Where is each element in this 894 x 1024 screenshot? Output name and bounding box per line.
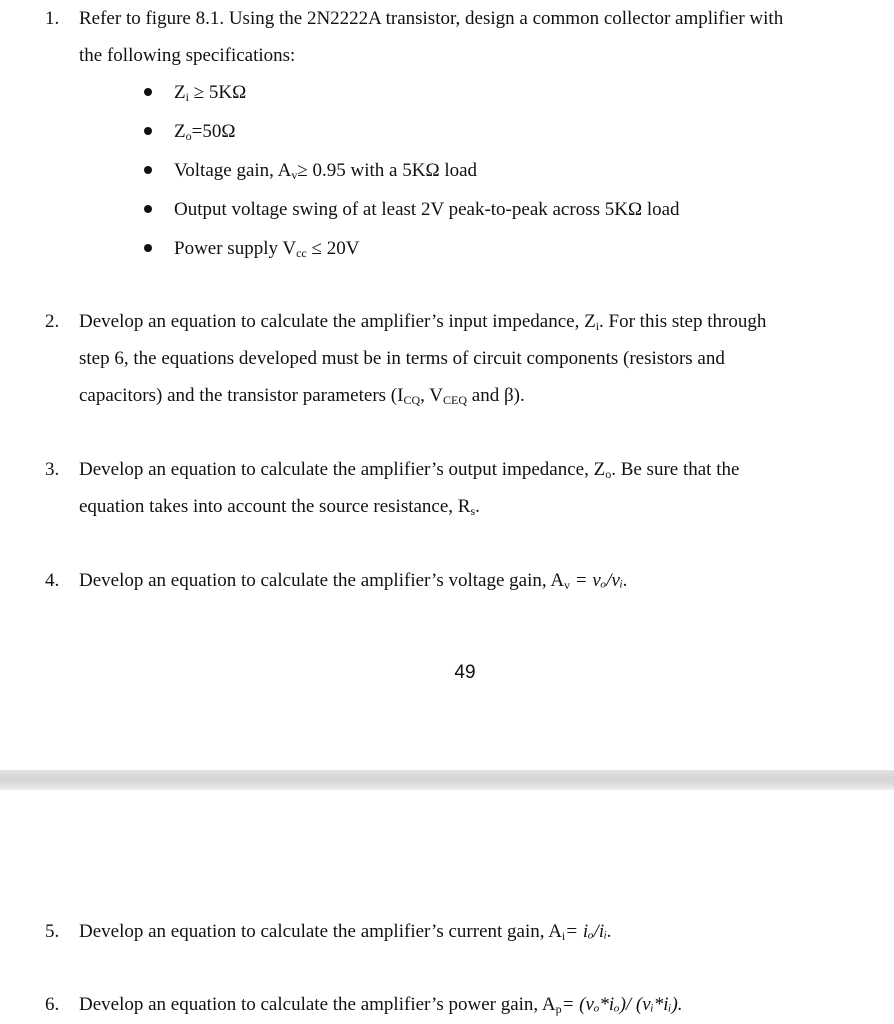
question-text: Refer to figure 8.1. Using the 2N2222A transistor, design a common collector amplifier with the following specifications: (79, 8, 784, 66)
question-text: Develop an equation to calculate the amplifier’s input impedance, $Z_i$. For this step through step 6, the equations developed must be in terms of circuit components (resistors and capacitors) and the transistor parameters ($I_{CQ}$, $V_{CEQ}$ and β). (79, 311, 767, 407)
spec-item: Output voltage swing of at least 2V peak-to-peak across 5KΩ load (0, 191, 894, 230)
spec-item: $Z_i \ge 5K\Omega$ (0, 74, 894, 113)
question-number: 6. (45, 994, 60, 1015)
question-text: Develop an equation to calculate the amplifier’s power gain, $A_p= (v_o*i_o)/$ (vᵢ*iᵢ). (79, 994, 683, 1016)
bullet-icon (144, 166, 152, 174)
bullet-icon (144, 244, 152, 252)
bullet-icon (144, 88, 152, 96)
question-number: 5. (45, 921, 60, 942)
question-number: 2. (45, 311, 60, 332)
spec-item: Voltage gain, $A_v\ge 0.95$ with a 5KΩ load (0, 152, 894, 191)
question-text: Develop an equation to calculate the amplifier’s output impedance, $Z_o$. Be sure that the equation takes into account the source resistance, $R_s$. (79, 459, 740, 518)
bullet-icon (144, 127, 152, 135)
spec-item: Power supply $V_{cc} \le 20V$ (0, 230, 894, 269)
bullet-icon (144, 205, 152, 213)
question-number: 3. (45, 459, 60, 480)
question-text: Develop an equation to calculate the amplifier’s current gain, $A_i=$ iₒ/iᵢ. (79, 921, 612, 943)
page-separator (0, 770, 894, 790)
spec-item: $Z_o=50\Omega$ (0, 113, 894, 152)
page-number: 49 (454, 662, 476, 683)
question-number: 4. (45, 570, 60, 591)
question-number: 1. (45, 8, 60, 29)
question-text: Develop an equation to calculate the amplifier’s voltage gain, $A_v$ = vₒ/vᵢ. (79, 570, 628, 592)
